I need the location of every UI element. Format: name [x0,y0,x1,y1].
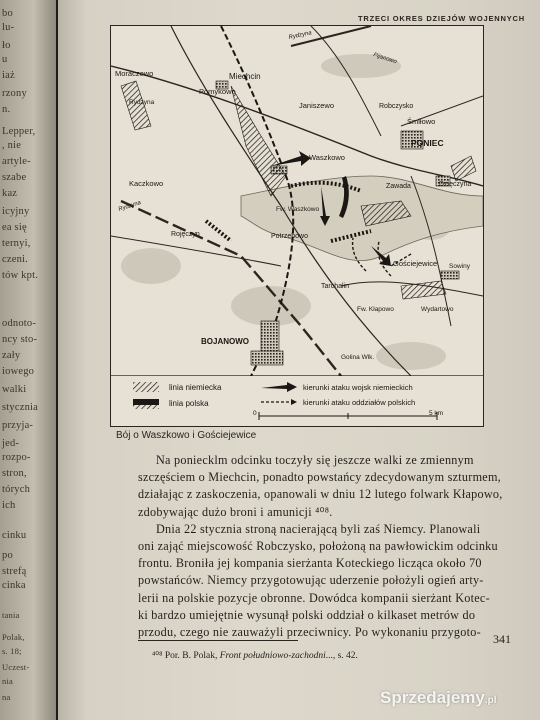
left-page-fragment: s. 18; [2,646,22,656]
book-page [58,0,540,720]
svg-text:Śmiłowo: Śmiłowo [407,117,436,126]
svg-text:Gościejewice: Gościejewice [393,259,438,268]
left-page-fragment: u [2,54,8,65]
svg-text:Waszkowo: Waszkowo [309,153,345,162]
left-page-fragment: cinka [2,580,26,591]
text-line: ki bardzo umiejętnie wysunął polski oddział o kilkaset metrów do [138,607,476,622]
running-head: TRZECI OKRES DZIEJÓW WOJENNYCH [358,14,525,23]
watermark-logo: Sprzedajemy.pl [380,688,497,707]
svg-text:linia polska: linia polska [169,399,209,408]
svg-text:Tarchalin: Tarchalin [321,283,350,290]
left-page-fragment: stycznia [2,402,39,413]
footnote-suffix: ..., s. 42. [325,651,358,661]
left-page-fragment: tania [2,610,20,620]
svg-text:linia niemiecka: linia niemiecka [169,383,222,392]
footnote-mark: ⁴⁰⁸ [152,651,163,661]
footnote [152,650,358,661]
left-page-fragment: odnoto- [2,318,37,329]
left-page-fragment: ło [2,40,11,51]
text-line: zdobywając dużo broni i amunicji ⁴⁰⁸. [138,504,333,519]
left-page-fragment: Polak, [2,632,25,642]
left-page-fragment: strefą [2,566,27,577]
svg-text:BOJANOWO: BOJANOWO [201,337,249,346]
left-page-fragment: rozpo- [2,452,31,463]
svg-text:5 km: 5 km [429,410,444,417]
map-caption: Bój o Waszkowo i Gościejewice [116,430,257,441]
svg-text:kierunki ataku oddziałów polsk: kierunki ataku oddziałów polskich [303,398,416,407]
left-page-fragment: n. [2,104,11,115]
text-line: działając z zaskoczenia, opanowali w dniu 12 lutego folwark Kłapowo, [138,487,503,502]
svg-text:Zawada: Zawada [386,183,411,190]
left-page-fragment: szabe [2,172,27,183]
paragraph [138,452,522,521]
text-line: powstańców. Niemcy przygotowując uderzenie położyli ogień arty- [138,573,484,588]
left-page-edge [0,0,56,720]
left-page-fragment: bo [2,8,13,19]
left-page-fragment: artyle- [2,156,31,167]
svg-text:Kaczkowo: Kaczkowo [129,179,164,188]
svg-text:kierunki ataku wojsk niemiecki: kierunki ataku wojsk niemieckich [303,383,413,392]
left-page-fragment: ea się [2,222,27,233]
svg-text:Sowiny: Sowiny [449,263,470,270]
footnote-prefix: Por. B. Polak, [164,651,218,661]
left-page-fragment: icyjny [2,206,30,217]
left-page-fragment: rzony [2,88,27,99]
left-page-fragment: nia [2,676,13,686]
left-page-fragment: przyja- [2,420,34,431]
text-line: oni zająć miejscowość Robczysko, położoną na pawłowickim odcinku [138,539,498,554]
left-page-fragment: lu- [2,22,15,33]
svg-text:PONIEC: PONIEC [411,138,444,148]
svg-text:Rydzyna: Rydzyna [288,30,313,41]
body-text [138,452,522,641]
text-line: Dnia 22 stycznia stroną nacierającą byli zaś Niemcy. Planowali [156,521,481,536]
left-page-fragment: tórych [2,484,31,495]
left-page-fragment: czeni. [2,254,28,265]
text-line: frontu. Broniła jej kompania sierżanta Koteckiego licząca około 70 [138,556,482,571]
svg-text:Robczysko: Robczysko [379,103,414,110]
text-line: lerii na polskie pozycje obronne. Dowódca kompanii sierżant Kotec- [138,590,490,605]
svg-text:Rydzyna: Rydzyna [117,199,142,213]
map-legend [111,376,483,426]
battle-map [110,25,484,427]
svg-text:Fw. Kłapowo: Fw. Kłapowo [357,306,394,313]
left-page-fragment: jed- [2,438,20,449]
svg-text:Pijanowo: Pijanowo [372,52,398,66]
left-page-fragment: Uczest- [2,662,30,672]
left-page-fragment: ternyi, [2,238,31,249]
left-page-fragment: stron, [2,468,27,479]
left-page-fragment: kaz [2,188,18,199]
svg-text:Potrzebowo: Potrzebowo [271,233,308,240]
svg-text:Moraczewo: Moraczewo [115,69,154,78]
text-line: przodu, czego nie zauważyli przeciwnicy. Po wykonaniu przygoto- [138,625,481,640]
svg-text:Pomykowo: Pomykowo [199,87,236,96]
svg-text:Rydzyna: Rydzyna [129,99,155,106]
left-page-fragment: ncy sto- [2,334,38,345]
text-line: szczęściem o Miechcin, ponadto powstańcy zdecydowanym szturmem, [138,470,501,485]
legend-polish-line-swatch [133,399,159,405]
left-page-fragment: iaż [2,70,15,81]
left-page-fragment: iowego [2,366,35,377]
svg-text:0: 0 [253,410,257,417]
page-number: 341 [493,632,511,646]
legend-german-line-swatch [133,382,159,392]
left-page-fragment: Lepper, [2,126,36,137]
svg-text:Dzięczyna: Dzięczyna [439,181,472,188]
paragraph [138,521,522,641]
svg-text:Rojęczyn: Rojęczyn [171,231,200,238]
footnote-rule [138,640,298,641]
left-page-fragment: cinku [2,530,27,541]
left-page-fragment: walki [2,384,27,395]
left-page-fragment: po [2,550,13,561]
svg-text:Golina Wlk.: Golina Wlk. [341,354,375,361]
map-svg [111,26,483,426]
left-page-fragment: , nie [2,140,22,151]
svg-text:Wydartowo: Wydartowo [421,306,454,313]
svg-text:Miechcin: Miechcin [229,72,261,81]
left-page-fragment: zały [2,350,21,361]
left-page-fragment: ich [2,500,16,511]
footnote-title: Front południowo-zachodni [219,651,326,661]
svg-text:Fw. Waszkowo: Fw. Waszkowo [276,206,320,213]
left-page-fragment: tów kpt. [2,270,39,281]
text-line: Na poniecklm odcinku toczyły się jeszcze walki ze zmiennym [156,453,474,467]
left-page-fragment: na [2,692,11,702]
svg-text:Janiszewo: Janiszewo [299,101,335,110]
